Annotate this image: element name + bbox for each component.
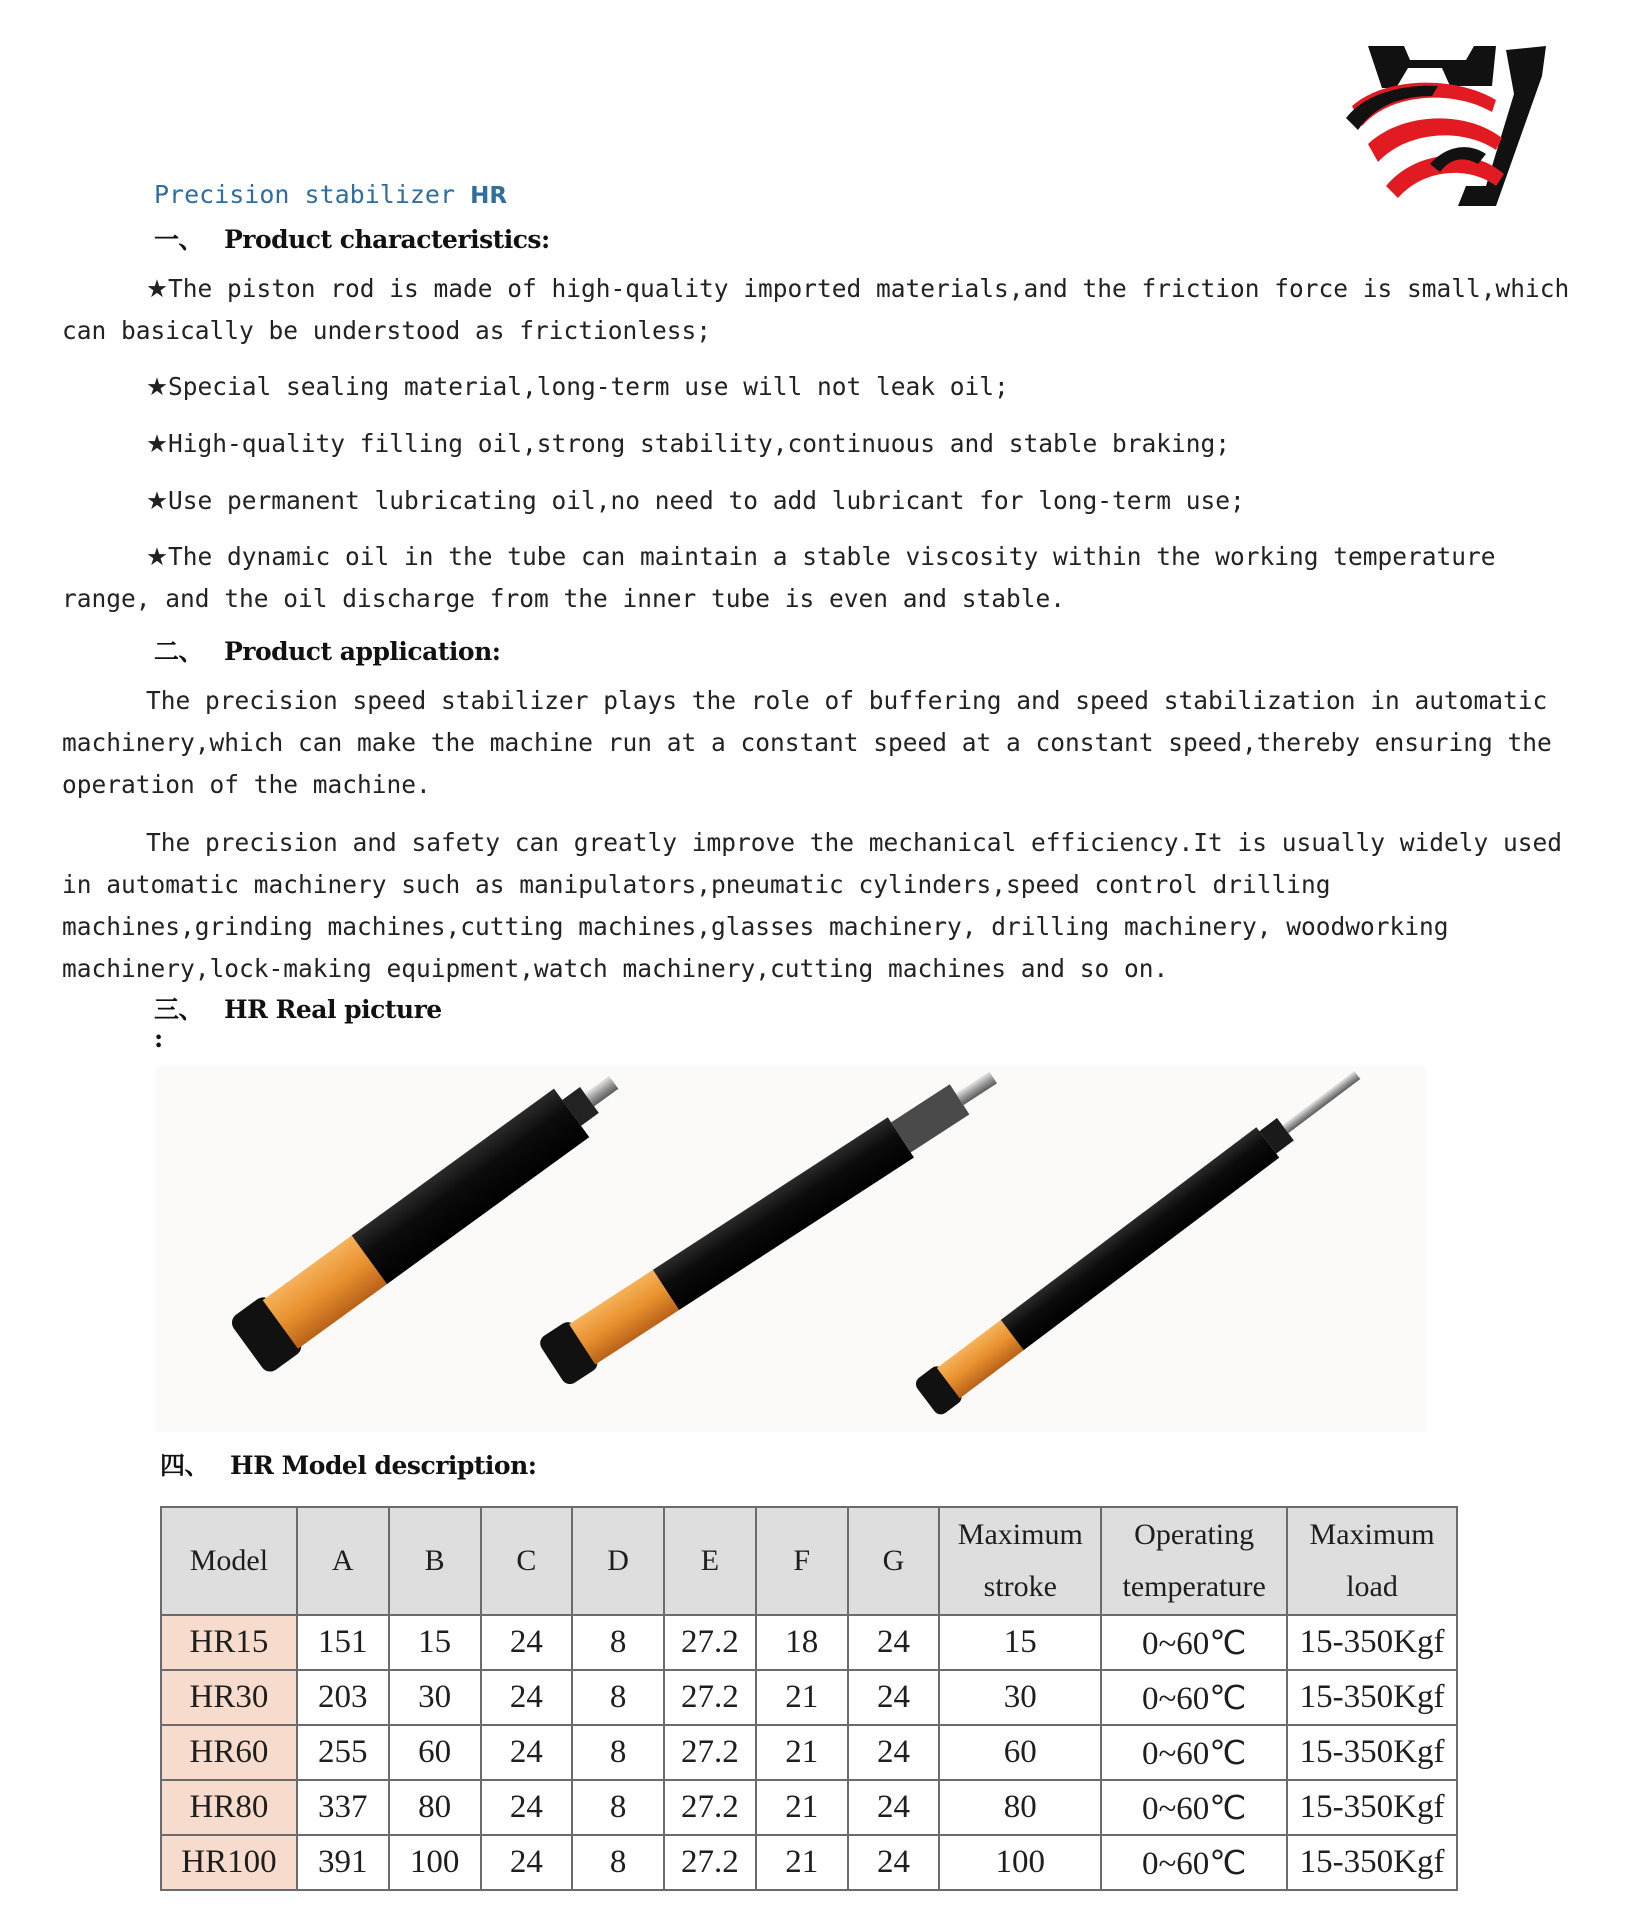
- header-cell: B: [389, 1507, 481, 1615]
- application-paragraph: The precision and safety can greatly improve the mechanical efficiency.It is usually widely used in automatic machinery such as manipulators,pneumatic cylinders,speed control drilling machines,grinding machines,cutting machines,glasses machinery, drilling machinery, woodworking machinery,lock-making equipment,watch machinery,cutting machines and so on.: [62, 828, 1563, 983]
- table-cell: 15-350Kgf: [1287, 1835, 1457, 1890]
- table-row: [161, 1670, 1457, 1725]
- header-cell: Model: [161, 1507, 297, 1615]
- table-cell: 21: [756, 1780, 848, 1835]
- table-cell: 21: [756, 1725, 848, 1780]
- heading-colon: :: [154, 1024, 163, 1053]
- table-cell: 8: [572, 1835, 664, 1890]
- table-cell: 15-350Kgf: [1287, 1670, 1457, 1725]
- table-row: [161, 1780, 1457, 1835]
- model-cell: HR100: [161, 1835, 297, 1890]
- table-cell: 80: [389, 1780, 481, 1835]
- header-cell: F: [756, 1507, 848, 1615]
- table-row: [161, 1615, 1457, 1670]
- characteristic-item: ★Special sealing material,long-term use will not leak oil;: [146, 372, 1009, 401]
- table-header-row: [161, 1507, 1457, 1615]
- header-cell: Maximum stroke: [939, 1507, 1101, 1615]
- header-cell: Operating temperature: [1101, 1507, 1287, 1615]
- table-cell: 15-350Kgf: [1287, 1725, 1457, 1780]
- section-heading-model-description: 四、 HR Model description:: [160, 1451, 537, 1480]
- product-photo: [156, 1066, 1426, 1432]
- table-cell: 203: [297, 1670, 389, 1725]
- table-cell: 15: [939, 1615, 1101, 1670]
- table-cell: 24: [848, 1670, 940, 1725]
- table-cell: 80: [939, 1780, 1101, 1835]
- characteristic-item: ★The dynamic oil in the tube can maintain a stable viscosity within the working temperature range, and the oil discharge from the inner tube is even and stable.: [62, 542, 1496, 613]
- star-icon: ★: [146, 486, 168, 515]
- table-cell: 8: [572, 1725, 664, 1780]
- table-cell: 18: [756, 1615, 848, 1670]
- company-logo: [1346, 46, 1552, 226]
- header-cell: E: [664, 1507, 756, 1615]
- star-icon: ★: [146, 274, 168, 303]
- application-paragraph: The precision speed stabilizer plays the role of buffering and speed stabilization in automatic machinery,which can make the machine run at a constant speed at a constant speed,thereby ensuring the operation of the machine.: [62, 686, 1552, 799]
- table-cell: 391: [297, 1835, 389, 1890]
- header-cell: Maximum load: [1287, 1507, 1457, 1615]
- model-cell: HR30: [161, 1670, 297, 1725]
- table-row: [161, 1835, 1457, 1890]
- table-cell: 24: [848, 1615, 940, 1670]
- table-cell: 24: [848, 1780, 940, 1835]
- table-cell: 0~60℃: [1101, 1780, 1287, 1835]
- section-heading-real-picture: 三、 HR Real picture: [154, 995, 442, 1024]
- section-heading-characteristics: 一、 Product characteristics:: [154, 225, 550, 254]
- table-cell: 15: [389, 1615, 481, 1670]
- model-cell: HR60: [161, 1725, 297, 1780]
- table-cell: 60: [939, 1725, 1101, 1780]
- table-cell: 337: [297, 1780, 389, 1835]
- table-cell: 8: [572, 1780, 664, 1835]
- table-cell: 151: [297, 1615, 389, 1670]
- page-title: Precision stabilizer HR: [154, 180, 508, 209]
- model-spec-table: [160, 1506, 1458, 1891]
- table-cell: 8: [572, 1670, 664, 1725]
- characteristic-item: ★The piston rod is made of high-quality imported materials,and the friction force is small,which can basically be understood as frictionless;: [62, 274, 1570, 345]
- header-cell: A: [297, 1507, 389, 1615]
- table-cell: 24: [848, 1835, 940, 1890]
- table-cell: 24: [481, 1725, 573, 1780]
- table-cell: 60: [389, 1725, 481, 1780]
- table-cell: 0~60℃: [1101, 1725, 1287, 1780]
- table-cell: 100: [389, 1835, 481, 1890]
- table-cell: 0~60℃: [1101, 1615, 1287, 1670]
- table-cell: 27.2: [664, 1615, 756, 1670]
- star-icon: ★: [146, 372, 168, 401]
- header-cell: C: [481, 1507, 573, 1615]
- table-cell: 0~60℃: [1101, 1670, 1287, 1725]
- table-row: [161, 1725, 1457, 1780]
- header-cell: D: [572, 1507, 664, 1615]
- table-cell: 27.2: [664, 1835, 756, 1890]
- star-icon: ★: [146, 429, 168, 458]
- table-cell: 100: [939, 1835, 1101, 1890]
- table-cell: 24: [481, 1670, 573, 1725]
- table-cell: 15-350Kgf: [1287, 1615, 1457, 1670]
- table-cell: 21: [756, 1835, 848, 1890]
- table-cell: 255: [297, 1725, 389, 1780]
- table-cell: 24: [481, 1835, 573, 1890]
- star-icon: ★: [146, 542, 168, 571]
- characteristic-item: ★High-quality filling oil,strong stability,continuous and stable braking;: [146, 429, 1230, 458]
- characteristic-item: ★Use permanent lubricating oil,no need to add lubricant for long-term use;: [146, 486, 1245, 515]
- table-cell: 24: [848, 1725, 940, 1780]
- table-cell: 27.2: [664, 1725, 756, 1780]
- table-cell: 30: [389, 1670, 481, 1725]
- table-cell: 24: [481, 1780, 573, 1835]
- table-cell: 21: [756, 1670, 848, 1725]
- table-cell: 0~60℃: [1101, 1835, 1287, 1890]
- table-cell: 30: [939, 1670, 1101, 1725]
- table-cell: 27.2: [664, 1780, 756, 1835]
- section-heading-application: 二、 Product application:: [154, 637, 501, 666]
- speed-stabilizer-photo: [156, 1066, 1426, 1432]
- table-cell: 8: [572, 1615, 664, 1670]
- model-cell: HR15: [161, 1615, 297, 1670]
- table-cell: 27.2: [664, 1670, 756, 1725]
- table-cell: 24: [481, 1615, 573, 1670]
- header-cell: G: [848, 1507, 940, 1615]
- model-cell: HR80: [161, 1780, 297, 1835]
- table-cell: 15-350Kgf: [1287, 1780, 1457, 1835]
